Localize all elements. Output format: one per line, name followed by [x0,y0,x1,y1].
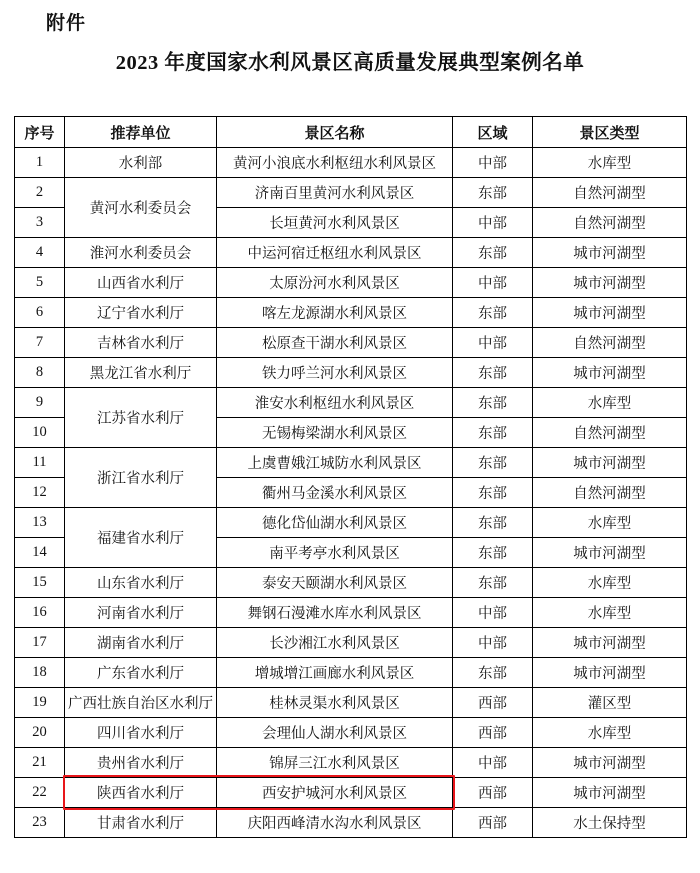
page-title: 2023 年度国家水利风景区高质量发展典型案例名单 [115,52,585,74]
cell-region: 东部 [453,418,533,448]
header-name: 景区名称 [217,117,453,148]
table-header-row [15,117,687,148]
cell-region: 中部 [453,208,533,238]
cell-region: 中部 [453,748,533,778]
cell-unit: 浙江省水利厅 [65,448,217,508]
cell-scenic-name: 中运河宿迁枢纽水利风景区 [217,238,453,268]
cell-region: 东部 [453,298,533,328]
cell-scenic-name: 上虞曹娥江城防水利风景区 [217,448,453,478]
table-body [15,148,687,838]
table-row [15,628,687,658]
table-row-highlighted [15,778,687,808]
cell-scenic-name: 庆阳西峰清水沟水利风景区 [217,808,453,838]
table-row [15,148,687,178]
cell-type: 水库型 [533,598,687,628]
case-list-table [14,116,687,838]
cell-region: 东部 [453,478,533,508]
cell-seq: 12 [15,478,65,508]
cell-region: 中部 [453,328,533,358]
cell-scenic-name: 无锡梅梁湖水利风景区 [217,418,453,448]
cell-unit: 湖南省水利厅 [65,628,217,658]
cell-scenic-name: 淮安水利枢纽水利风景区 [217,388,453,418]
cell-region: 中部 [453,148,533,178]
attachment-label: 附件 [46,13,87,34]
table-row [15,178,687,208]
table-row [15,688,687,718]
cell-scenic-name: 太原汾河水利风景区 [217,268,453,298]
cell-region: 东部 [453,658,533,688]
cell-unit: 水利部 [65,148,217,178]
cell-region: 西部 [453,718,533,748]
cell-type: 水库型 [533,568,687,598]
cell-region: 东部 [453,508,533,538]
table-row [15,328,687,358]
cell-type: 城市河湖型 [533,628,687,658]
cell-region: 东部 [453,538,533,568]
cell-unit: 吉林省水利厅 [65,328,217,358]
cell-type: 城市河湖型 [533,268,687,298]
cell-type: 自然河湖型 [533,178,687,208]
table-row [15,568,687,598]
table-row [15,448,687,478]
header-seq: 序号 [15,117,65,148]
cell-scenic-name: 衢州马金溪水利风景区 [217,478,453,508]
cell-scenic-name: 增城增江画廊水利风景区 [217,658,453,688]
cell-seq: 18 [15,658,65,688]
cell-type: 城市河湖型 [533,778,687,808]
cell-region: 中部 [453,628,533,658]
table-row [15,748,687,778]
cell-type: 水库型 [533,718,687,748]
cell-unit: 贵州省水利厅 [65,748,217,778]
cell-seq: 11 [15,448,65,478]
header-region: 区域 [453,117,533,148]
cell-unit: 山西省水利厅 [65,268,217,298]
cell-type: 水库型 [533,148,687,178]
cell-type: 水库型 [533,388,687,418]
cell-region: 东部 [453,178,533,208]
cell-type: 城市河湖型 [533,658,687,688]
cell-type: 水土保持型 [533,808,687,838]
cell-seq: 9 [15,388,65,418]
cell-region: 中部 [453,598,533,628]
cell-scenic-name: 长垣黄河水利风景区 [217,208,453,238]
cell-seq: 13 [15,508,65,538]
table-row [15,658,687,688]
cell-seq: 10 [15,418,65,448]
cell-seq: 21 [15,748,65,778]
cell-seq: 3 [15,208,65,238]
cell-region: 西部 [453,808,533,838]
cell-seq: 6 [15,298,65,328]
table-row [15,718,687,748]
table-row [15,388,687,418]
cell-scenic-name: 锦屏三江水利风景区 [217,748,453,778]
cell-type: 城市河湖型 [533,748,687,778]
cell-scenic-name: 会理仙人湖水利风景区 [217,718,453,748]
cell-scenic-name: 西安护城河水利风景区 [217,778,453,808]
cell-type: 灌区型 [533,688,687,718]
cell-type: 城市河湖型 [533,448,687,478]
cell-unit: 黑龙江省水利厅 [65,358,217,388]
table-row [15,808,687,838]
cell-scenic-name: 松原查干湖水利风景区 [217,328,453,358]
cell-type: 城市河湖型 [533,298,687,328]
cell-type: 城市河湖型 [533,358,687,388]
cell-seq: 20 [15,718,65,748]
cell-scenic-name: 喀左龙源湖水利风景区 [217,298,453,328]
table-row [15,598,687,628]
cell-region: 东部 [453,568,533,598]
cell-type: 自然河湖型 [533,208,687,238]
cell-unit: 黄河水利委员会 [65,178,217,238]
table-row [15,268,687,298]
cell-seq: 16 [15,598,65,628]
cell-region: 西部 [453,688,533,718]
cell-region: 中部 [453,268,533,298]
cell-type: 城市河湖型 [533,538,687,568]
cell-scenic-name: 泰安天颐湖水利风景区 [217,568,453,598]
cell-unit: 甘肃省水利厅 [65,808,217,838]
cell-unit: 江苏省水利厅 [65,388,217,448]
cell-scenic-name: 舞钢石漫滩水库水利风景区 [217,598,453,628]
cell-region: 东部 [453,238,533,268]
header-unit: 推荐单位 [65,117,217,148]
cell-region: 东部 [453,448,533,478]
cell-seq: 17 [15,628,65,658]
cell-unit: 四川省水利厅 [65,718,217,748]
cell-scenic-name: 铁力呼兰河水利风景区 [217,358,453,388]
cell-seq: 5 [15,268,65,298]
cell-seq: 8 [15,358,65,388]
cell-seq: 2 [15,178,65,208]
cell-region: 东部 [453,358,533,388]
cell-seq: 22 [15,778,65,808]
cell-seq: 1 [15,148,65,178]
table-row [15,238,687,268]
cell-type: 自然河湖型 [533,328,687,358]
cell-unit: 辽宁省水利厅 [65,298,217,328]
cell-unit: 广东省水利厅 [65,658,217,688]
cell-type: 水库型 [533,508,687,538]
cell-seq: 7 [15,328,65,358]
table-row [15,358,687,388]
table-row [15,298,687,328]
cell-scenic-name: 南平考亭水利风景区 [217,538,453,568]
cell-seq: 4 [15,238,65,268]
cell-seq: 15 [15,568,65,598]
cell-scenic-name: 桂林灵渠水利风景区 [217,688,453,718]
cell-scenic-name: 长沙湘江水利风景区 [217,628,453,658]
cell-unit: 广西壮族自治区水利厅 [65,688,217,718]
cell-type: 自然河湖型 [533,478,687,508]
cell-region: 西部 [453,778,533,808]
cell-scenic-name: 济南百里黄河水利风景区 [217,178,453,208]
cell-scenic-name: 黄河小浪底水利枢纽水利风景区 [217,148,453,178]
cell-type: 自然河湖型 [533,418,687,448]
cell-type: 城市河湖型 [533,238,687,268]
cell-seq: 19 [15,688,65,718]
cell-seq: 23 [15,808,65,838]
cell-unit: 陕西省水利厅 [65,778,217,808]
cell-unit: 河南省水利厅 [65,598,217,628]
header-type: 景区类型 [533,117,687,148]
cell-scenic-name: 德化岱仙湖水利风景区 [217,508,453,538]
cell-unit: 山东省水利厅 [65,568,217,598]
cell-seq: 14 [15,538,65,568]
cell-region: 东部 [453,388,533,418]
cell-unit: 福建省水利厅 [65,508,217,568]
table-row [15,508,687,538]
cell-unit: 淮河水利委员会 [65,238,217,268]
